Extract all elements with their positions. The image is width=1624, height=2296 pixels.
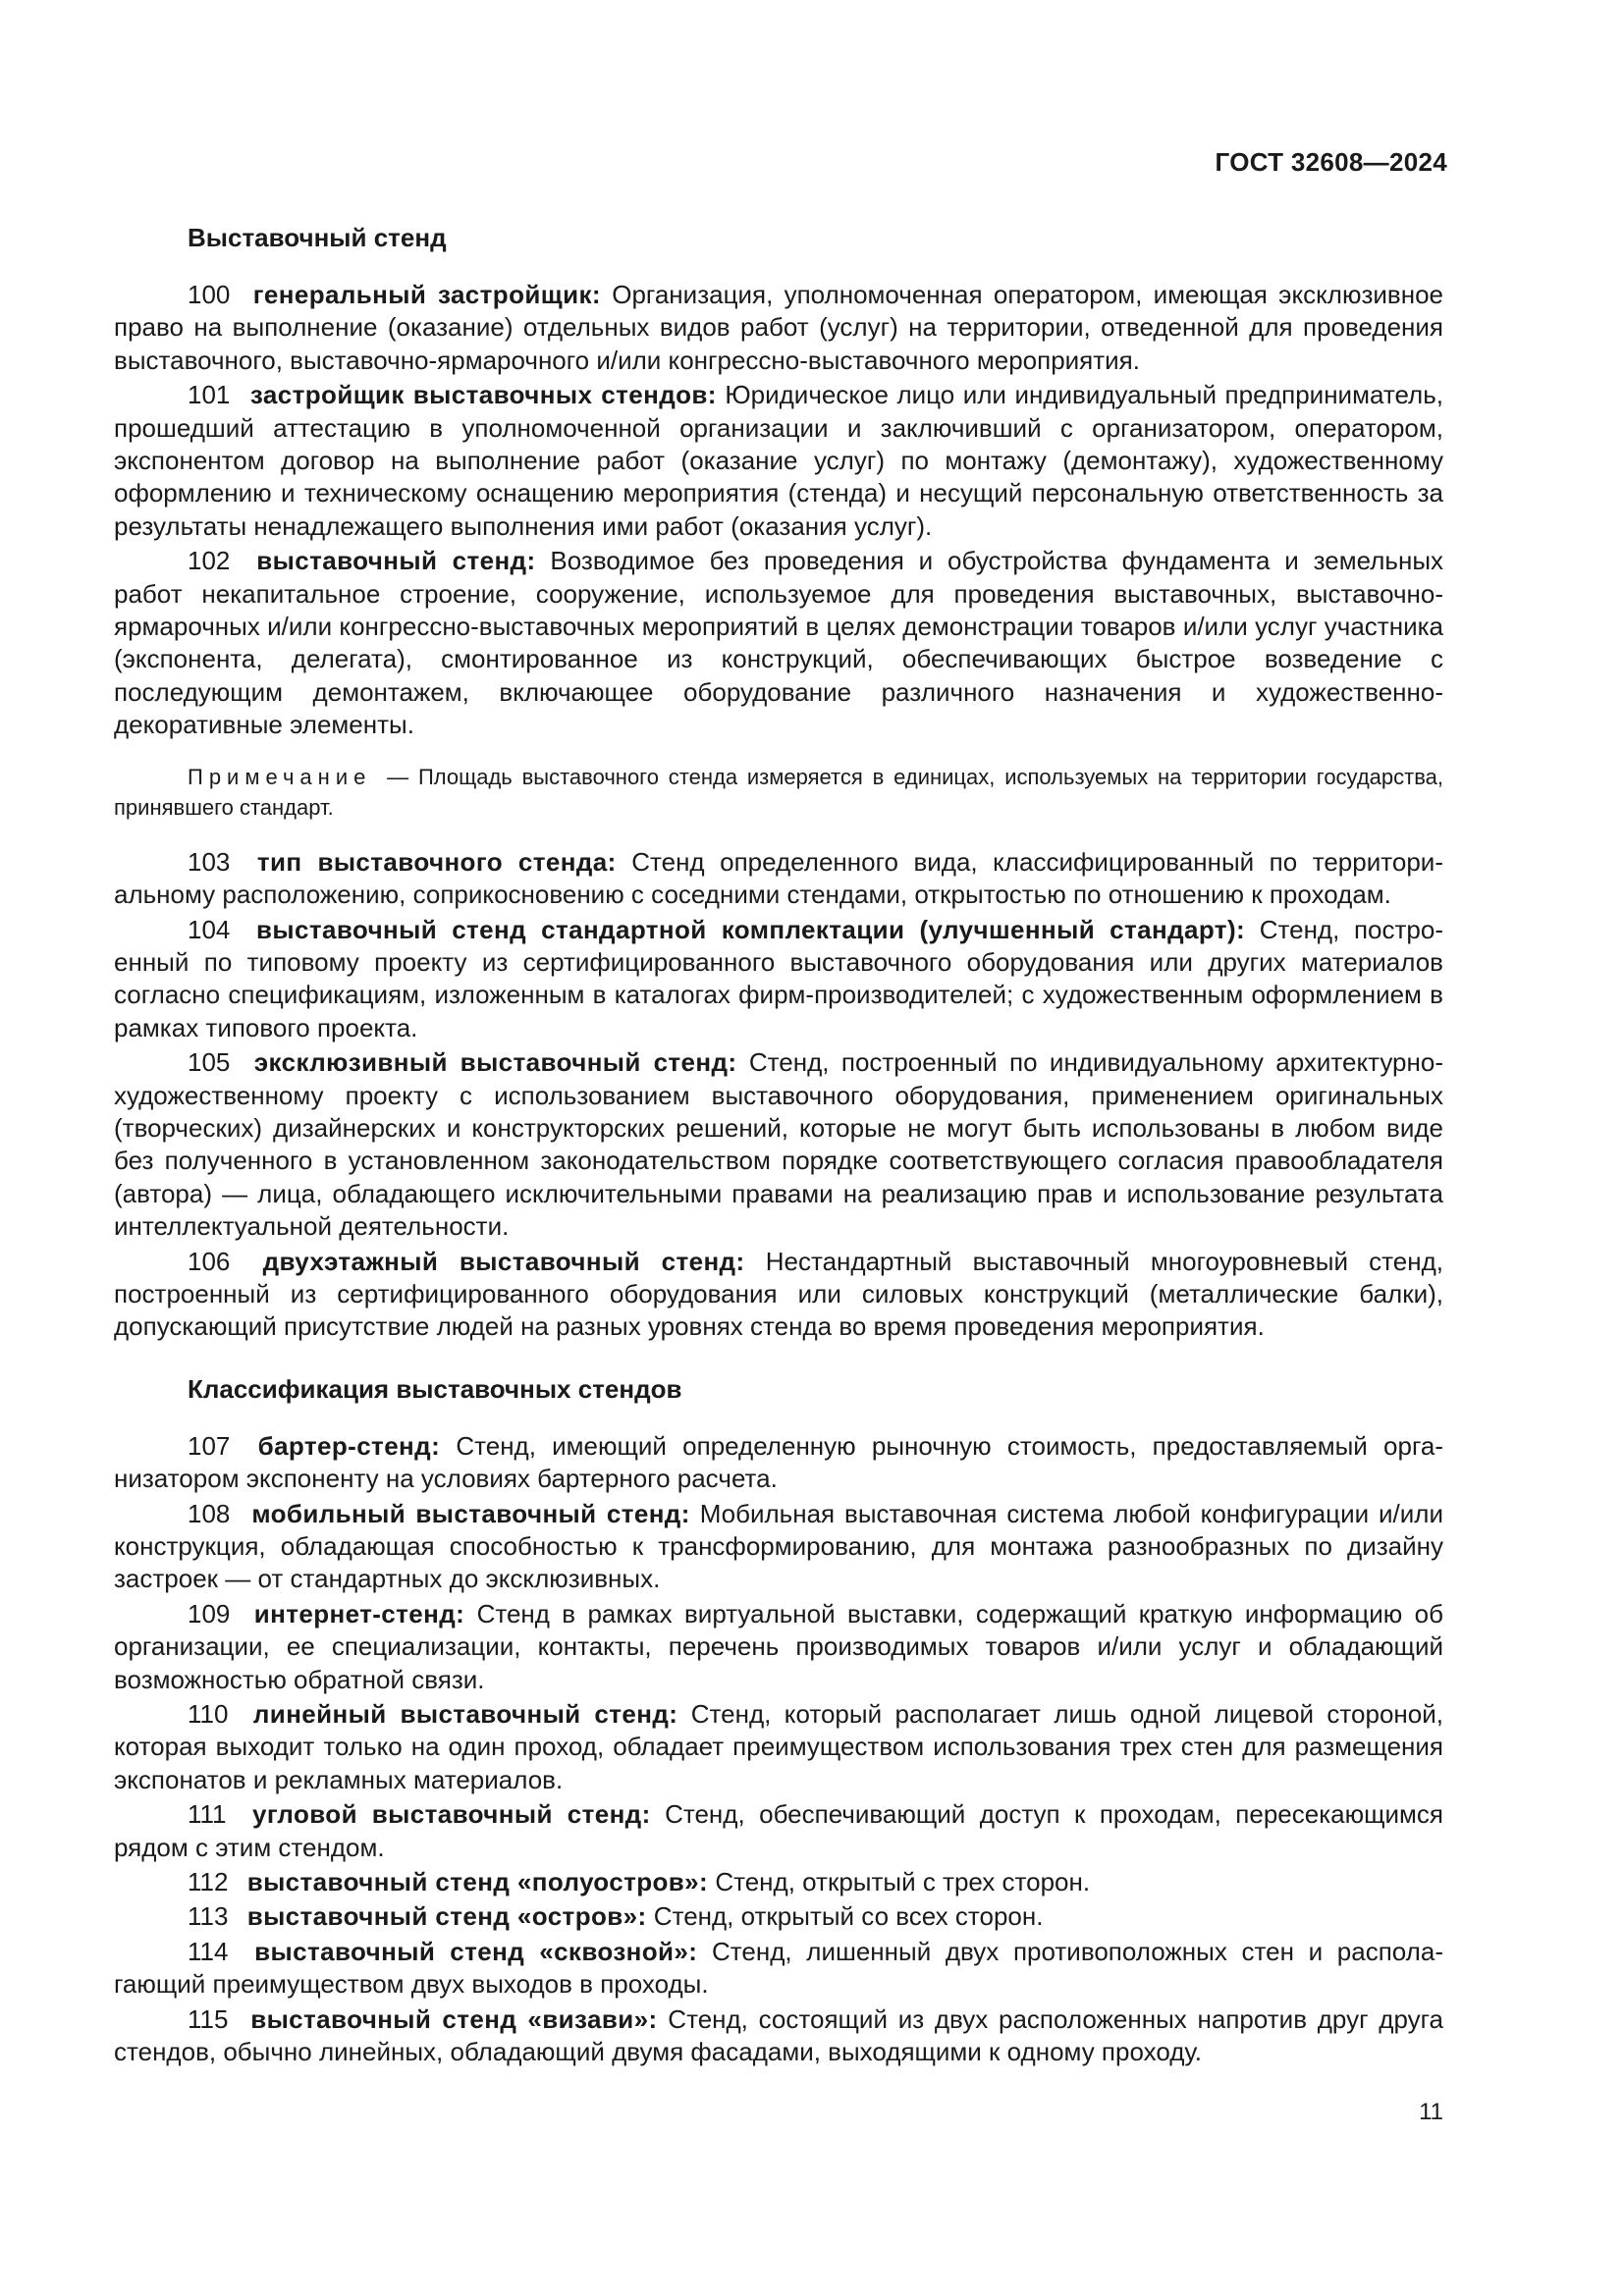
term-name: эксклюзивный выставочный стенд:	[253, 1047, 737, 1078]
term-entry-111	[114, 1798, 1443, 1864]
term-number: 101	[188, 380, 231, 410]
note-label: Примечание	[188, 764, 372, 789]
term-entry-114	[114, 1936, 1443, 2002]
term-definition: Стенд, построенный по типовому проекту из сертифицированного выставочного оборудования или других материалов согласно спецификациям, изложенным в каталогах фирм-производителей; с художественным оформлением в рамках типового проекта.	[114, 914, 1444, 1042]
term-definition: Стенд, открытый с трех сторон.	[715, 1867, 1091, 1897]
term-entry-104	[114, 914, 1443, 1045]
term-number: 100	[188, 280, 231, 309]
term-entry-112	[114, 1866, 1443, 1898]
term-entry-107	[114, 1430, 1443, 1496]
term-definition: Нестандартный выставочный многоуровневый стенд, построенный из сертифицированного оборудования или силовых конструкций (металлические балки), допускающий присутствие людей на разных уровнях стенда во время проведения мероприятия.	[114, 1246, 1444, 1342]
term-definition: Стенд, который располагает лишь одной лицевой стороной, которая выходит только на один проход, обладает преимуществом использования трех стен для размещения экспонатов и рекламных материалов.	[114, 1699, 1443, 1794]
term-name: выставочный стенд «полуостров»:	[246, 1867, 709, 1897]
term-definition: Организация, уполномоченная оператором, имеющая эксклюзивное право на выполнение (оказание) отдельных видов работ (услуг) на территории, отведенной для проведения выставочного, выставочно-ярмарочного и/или конгрессно-выставочного мероприятия.	[114, 280, 1443, 375]
section-title-stand-classification: Классификация выставочных стендов	[188, 1373, 682, 1404]
note-text: — Площадь выставочного стенда измеряется в единицах, используемых на территории государства, принявшего стандарт.	[114, 764, 1443, 820]
term-name: линейный выставочный стенд:	[252, 1699, 678, 1730]
term-definition: Стенд, построенный по индивидуальному архитектурно-художественному проекту с использованием выставочного оборудования, применением оригинальных (творческих) дизайнерских и конструкторских решений, которые не могут быть использованы в любом виде без полученного в установленном законодательством порядке соответствующего согласия правообладателя (автора) — лица, обладающего исключительными правами на реализацию прав и использование результата интеллектуальной деятельности.	[114, 1047, 1443, 1242]
term-number: 102	[188, 546, 231, 576]
term-entry-100	[114, 279, 1443, 377]
term-definition: Стенд, лишенный двух противоположных стен и располагающий преимуществом двух выходов в проходы.	[114, 1936, 1443, 2000]
term-name: двухэтажный выставочный стенд:	[262, 1246, 745, 1276]
term-number: 106	[188, 1246, 231, 1276]
term-name: угловой выставочный стенд:	[251, 1799, 651, 1830]
term-entry-106	[114, 1246, 1443, 1344]
term-number: 110	[188, 1699, 229, 1730]
term-definition: Стенд в рамках виртуальной выставки, содержащий краткую информацию об организации, ее специализации, контакты, перечень производимых товаров и/или услуг и обладающий возможностью обратной связи.	[114, 1598, 1443, 1694]
note-paragraph	[114, 762, 1443, 823]
term-name: выставочный стенд стандартной комплектации (улучшенный стандарт):	[256, 914, 1246, 944]
term-name: интернет-стенд:	[253, 1598, 465, 1629]
term-number: 112	[188, 1867, 229, 1897]
term-definition: Стенд, имеющий определенную рыночную стоимость, предоставляемый организатором экспоненту на условиях бартерного расчета.	[114, 1430, 1443, 1494]
term-definition: Стенд, состоящий из двух расположенных напротив друг друга стендов, обычно линейных, обладающий двумя фасадами, выходящими к одному проходу.	[114, 2003, 1443, 2067]
term-entry-110	[114, 1698, 1443, 1796]
term-name: выставочный стенд:	[256, 546, 536, 576]
term-entry-108	[114, 1498, 1443, 1596]
term-number: 105	[188, 1047, 231, 1078]
section-title-exhibition-stand: Выставочный стенд	[188, 223, 447, 252]
page-number: 11	[1419, 2099, 1443, 2125]
term-entry-113	[114, 1900, 1443, 1933]
term-name: выставочный стенд «сквозной»:	[254, 1936, 698, 1966]
term-name: застройщик выставочных стендов:	[249, 380, 717, 410]
term-name: тип выставочного стенда:	[256, 846, 617, 877]
term-number: 109	[188, 1598, 231, 1629]
term-number: 103	[188, 846, 231, 877]
term-number: 107	[188, 1430, 231, 1461]
term-entry-103	[114, 846, 1443, 912]
term-definition: Стенд, обеспечивающий доступ к проходам, пересекающимся рядом с этим стендом.	[114, 1799, 1443, 1862]
term-entry-109	[114, 1598, 1443, 1696]
term-definition: Стенд, открытый со всех сторон.	[653, 1901, 1044, 1932]
term-number: 114	[188, 1936, 229, 1966]
document-content	[114, 220, 1443, 2071]
term-name: генеральный застройщик:	[252, 280, 601, 309]
term-number: 111	[188, 1799, 227, 1830]
term-entry-115	[114, 2003, 1443, 2069]
term-definition: Мобильная выставочная система любой конфигурации и/или конструкция, обладающая способностью к трансформированию, для монтажа разнообразных по дизайну застроек — от стандартных до эксклюзивных.	[114, 1498, 1443, 1594]
term-number: 113	[188, 1901, 229, 1932]
term-number: 104	[188, 914, 231, 944]
term-entry-102	[114, 545, 1443, 741]
term-name: выставочный стенд «остров»:	[246, 1901, 647, 1932]
term-definition: Стенд определенного вида, классифицированный по территориальному расположению, соприкосновению с соседними стендами, открытостью по отношению к проходам.	[114, 846, 1443, 910]
term-number: 115	[188, 2003, 229, 2034]
term-definition: Возводимое без проведения и обустройства фундамента и земельных работ некапитальное строение, сооружение, используемое для проведения выставочных, выставочно-ярмарочных и/или конгрессно-выставочных мероприятий в целях демонстрации товаров и/или услуг участника (экспонента, делегата), смонтированное из конструкций, обеспечивающих быстрое возведение с последующим демонтажем, включающее оборудование различного назначения и художественно-декоративные элементы.	[114, 546, 1444, 740]
term-name: мобильный выставочный стенд:	[251, 1498, 690, 1528]
term-entry-105	[114, 1046, 1443, 1243]
term-number: 108	[188, 1498, 231, 1528]
term-name: бартер-стенд:	[257, 1430, 441, 1461]
term-definition: Юридическое лицо или индивидуальный предприниматель, прошедший аттестацию в уполномоченной организации и заключивший с организатором, оператором, экспонентом договор на выполнение работ (оказание услуг) по монтажу (демонтажу), художественному оформлению и техническому оснащению мероприятия (стенда) и несущий персональную ответственность за результаты ненадлежащего выполнения ими работ (оказания услуг).	[114, 380, 1443, 541]
term-entry-101	[114, 379, 1443, 543]
term-name: выставочный стенд «визави»:	[250, 2003, 658, 2034]
standard-header: ГОСТ 32608—2024	[1215, 147, 1447, 177]
